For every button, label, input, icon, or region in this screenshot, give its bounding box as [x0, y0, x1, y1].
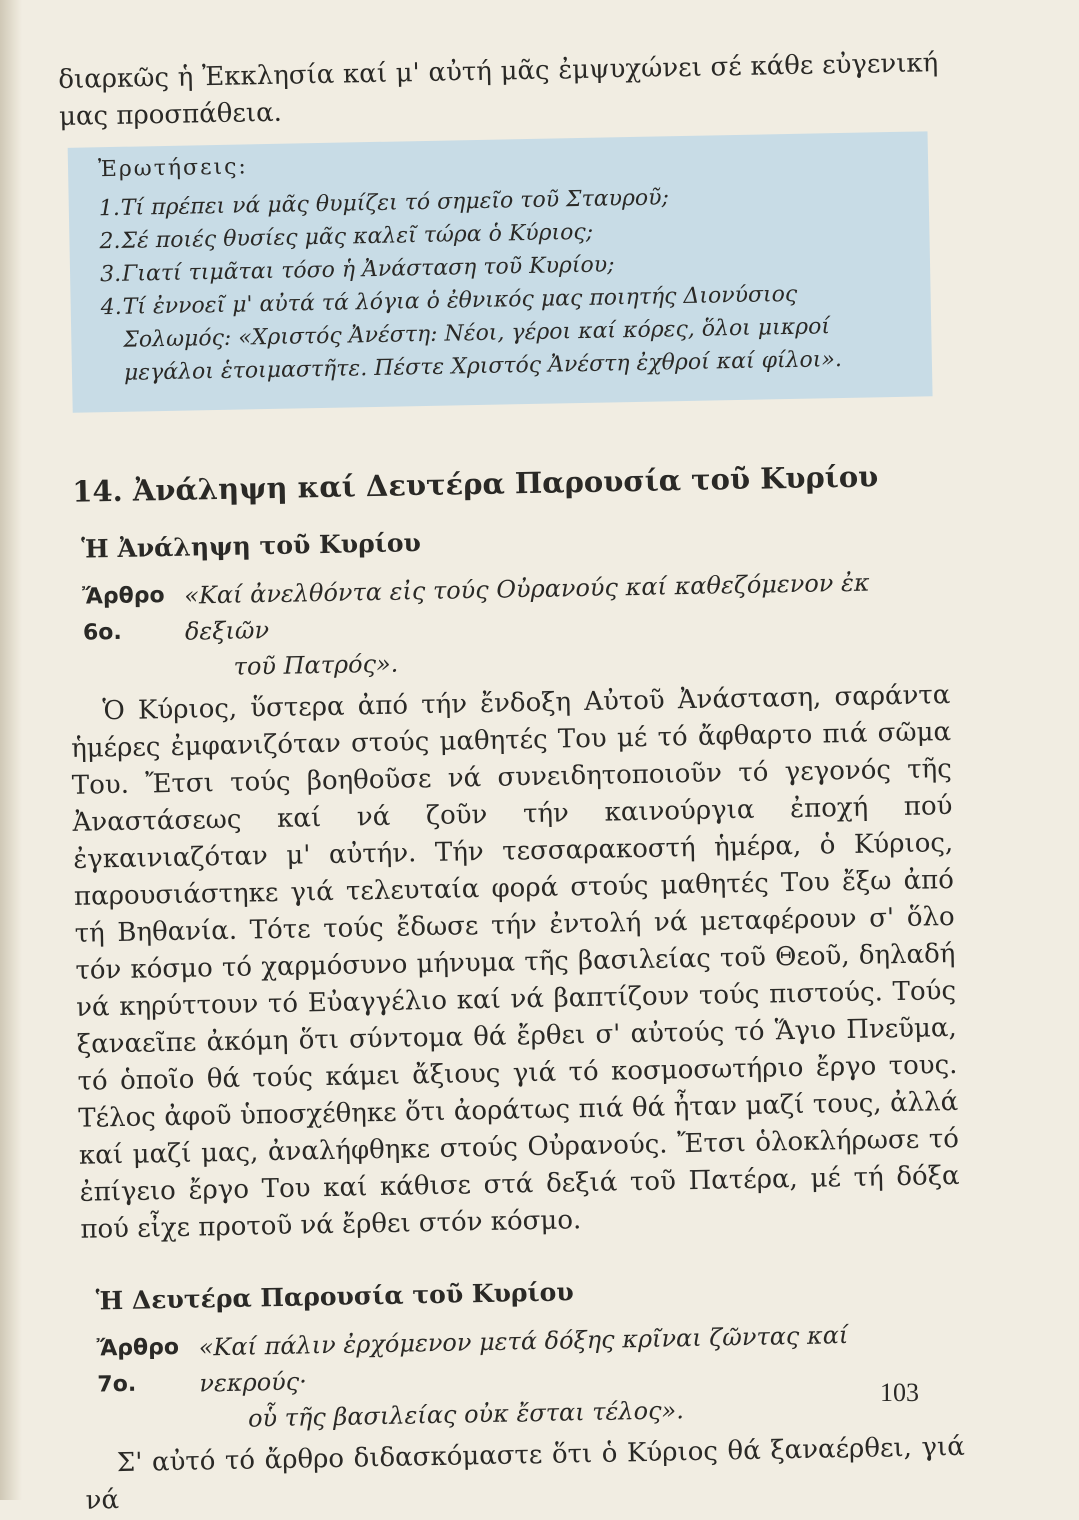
article-7 — [96, 1315, 964, 1440]
question-number: 4. — [100, 294, 122, 321]
article-quote-line2: τοῦ Πατρός». — [233, 649, 399, 681]
article-label: Ἄρθρο 6ο. — [82, 583, 165, 646]
article-quote — [198, 1315, 964, 1438]
second-coming-paragraph: Σ' αὐτό τό ἄρθρο διδασκόμαστε ὅτι ὁ Κύριος θά ξαναέρθει, γιά νά — [85, 1431, 966, 1516]
question-number: 2. — [99, 228, 121, 255]
question-text: Τί ἐννοεῖ μ' αὐτά τά λόγια ὁ ἐθνικός μας ποιητής Διονύσιος Σολωμός: «Χριστός Ἀνέστη: Νέοι, γέροι καί κόρες, ὅλοι μικροί μεγάλοι ἑτοιμαστῆτε. Πέστε Χριστός Ἀνέστη ἐχθροί καί φίλοι». — [122, 281, 843, 386]
questions-list — [99, 177, 905, 390]
book-spine-shadow — [0, 0, 22, 1500]
ascension-paragraph: Ὁ Κύριος, ὕστερα ἀπό τήν ἔνδοξη Αὐτοῦ Ἀνάσταση, σαράντα ἡμέρες ἐμφανιζόταν στούς μαθητές Του μέ τό ἄφθαρτο πιά σῶμα Του. Ἔτσι τούς βοηθοῦσε νά συνειδητοποιοῦν τό γεγονός τῆς Ἀναστάσεως καί νά ζοῦν τήν καινούργια ἐποχή πού ἐγκαινιαζόταν μ' αὐτήν. Τήν τεσσαρακοστή ἡμέρα, ὁ Κύριος, παρουσιάστηκε γιά τελευταία φορά στούς μαθητές Του ἔξω ἀπό τή Βηθανία. Τότε τούς ἔδωσε τήν ἐντολή νά μεταφέρουν σ' ὅλο τόν κόσμο τό χαρμόσυνο μήνυμα τῆς βασιλείας τοῦ Θεοῦ, δηλαδή νά κηρύττουν τό Εὐαγγέλιο καί νά βαπτίζουν τούς πιστούς. Τούς ξαναεῖπε ἀκόμη ὅτι σύντομα θά ἔρθει σ' αὐτούς τό Ἅγιο Πνεῦμα, τό ὁποῖο θά τούς κάμει ἄξιους γιά τό κοσμοσωτήριο ἔργο τους. Τέλος ἀφοῦ ὑποσχέθηκε ὅτι ἀοράτως πιά θά ἦταν μαζί τους, ἀλλά καί μαζί μας, ἀναλήφθηκε στούς Οὐρανούς. Ἔτσι ὁλοκλήρωσε τό ἐπίγειο ἔργο Του καί κάθισε στά δεξιά τοῦ Πατέρα, μέ τή δόξα πού εἶχε προτοῦ νά ἔρθει στόν κόσμο. — [70, 679, 960, 1245]
article-6 — [82, 563, 950, 688]
page-content — [58, 45, 966, 1520]
questions-title: Ἐρωτήσεις: — [97, 154, 249, 183]
page-number: 103 — [880, 1378, 919, 1407]
section-heading-second-coming: Ἡ Δευτέρα Παρουσία τοῦ Κυρίου — [95, 1277, 574, 1316]
article-quote-line1: «Καί ἀνελθόντα εἰς τούς Οὐρανούς καί καθεζόμενον ἐκ δεξιῶν — [183, 568, 870, 646]
question-item — [100, 276, 904, 390]
question-text: Σέ ποιές θυσίες μᾶς καλεῖ τώρα ὁ Κύριος; — [121, 219, 594, 254]
article-quote — [184, 563, 950, 686]
question-text: Τί πρέπει νά μᾶς θυμίζει τό σημεῖο τοῦ Σταυροῦ; — [120, 185, 670, 221]
article-label: Ἄρθρο 7ο. — [96, 1334, 180, 1398]
section-heading-ascension: Ἡ Ἀνάληψη τοῦ Κυρίου — [81, 528, 422, 564]
article-quote-line2: οὗ τῆς βασιλείας οὐκ ἔσται τέλος». — [247, 1396, 685, 1433]
question-number: 1. — [98, 195, 121, 222]
question-number: 3. — [99, 261, 122, 288]
chapter-title: 14. Ἀνάληψη καί Δευτέρα Παρουσία τοῦ Κυρίου — [71, 459, 879, 509]
opening-paragraph: διαρκῶς ἡ Ἐκκλησία καί μ' αὐτή μᾶς ἐμψυχώνει σέ κάθε εὐγενική μας προσπάθεια. — [58, 48, 939, 132]
questions-box — [68, 131, 933, 412]
article-quote-line1: «Καί πάλιν ἐρχόμενον μετά δόξης κρῖναι ζῶντας καί νεκρούς· — [198, 1321, 849, 1398]
question-text: Γιατί τιμᾶται τόσο ἡ Ἀνάσταση τοῦ Κυρίου; — [121, 252, 615, 287]
